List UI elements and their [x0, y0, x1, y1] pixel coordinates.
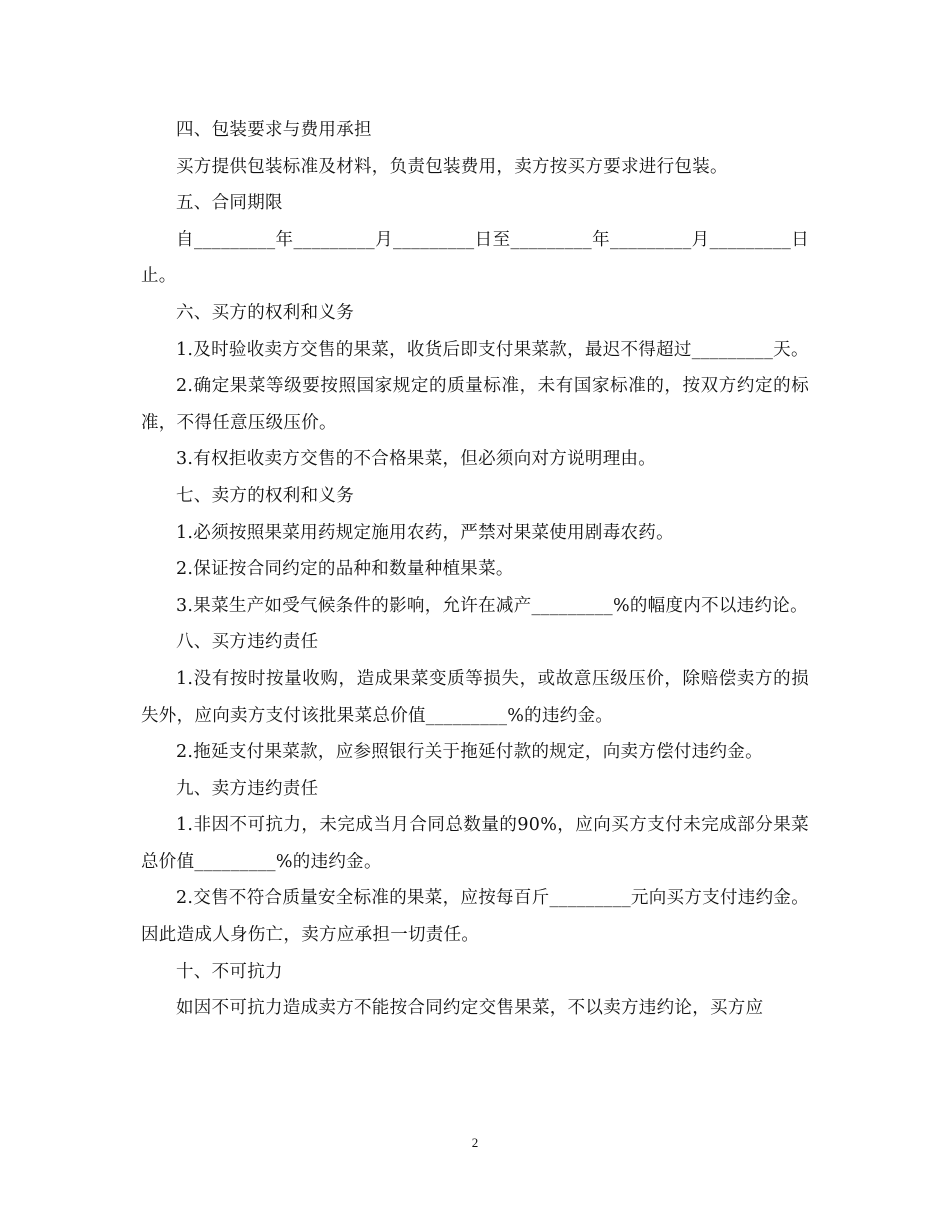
- section-heading-buyer-rights: 六、买方的权利和义务: [176, 302, 354, 323]
- section-heading-seller-rights: 七、卖方的权利和义务: [176, 485, 354, 506]
- paragraph-packaging: 买方提供包装标准及材料，负责包装费用，卖方按买方要求进行包装。: [176, 156, 728, 177]
- section-heading-packaging: 四、包装要求与费用承担: [176, 120, 372, 140]
- section-heading-seller-breach: 九、卖方违约责任: [176, 778, 319, 799]
- paragraph-force-majeure: 如因不可抗力造成卖方不能按合同约定交售果菜，不以卖方违约论，买方应: [176, 998, 764, 1019]
- section-heading-term: 五、合同期限: [176, 193, 283, 214]
- paragraph-buyer-rights-1: 1.及时验收卖方交售的果菜，收货后即支付果菜款，最迟不得超过_________天。: [176, 339, 809, 360]
- paragraph-seller-rights-1: 1.必须按照果菜用药规定施用农药，严禁对果菜使用剧毒农药。: [176, 522, 674, 543]
- paragraph-term: 自_________年_________月_________日至_________年_________月_________日止。: [141, 229, 809, 287]
- paragraph-seller-breach-1: 1.非因不可抗力，未完成当月合同总数量的90%，应向买方支付未完成部分果菜总价值_________%的违约金。: [141, 815, 809, 872]
- paragraph-buyer-breach-2: 2.拖延支付果菜款，应参照银行关于拖延付款的规定，向卖方偿付违约金。: [176, 742, 763, 763]
- paragraph-seller-rights-3: 3.果菜生产如受气候条件的影响，允许在减产_________%的幅度内不以违约论。: [176, 595, 808, 616]
- section-heading-buyer-breach: 八、买方违约责任: [176, 632, 319, 653]
- paragraph-buyer-rights-3: 3.有权拒收卖方交售的不合格果菜，但必须向对方说明理由。: [176, 449, 657, 470]
- paragraph-seller-breach-2: 2.交售不符合质量安全标准的果菜，应按每百斤_________元向买方支付违约金。因此造成人身伤亡，卖方应承担一切责任。: [141, 888, 809, 946]
- page-number: 2: [471, 1135, 479, 1150]
- section-heading-force-majeure: 十、不可抗力: [176, 961, 283, 982]
- paragraph-buyer-rights-2: 2.确定果菜等级要按照国家规定的质量标准，未有国家标准的，按双方约定的标准，不得任意压级压价。: [141, 376, 809, 433]
- paragraph-buyer-breach-1: 1.没有按时按量收购，造成果菜变质等损失，或故意压级压价，除赔偿卖方的损失外，应向卖方支付该批果菜总价值_________%的违约金。: [141, 668, 809, 726]
- paragraph-seller-rights-2: 2.保证按合同约定的品种和数量种植果菜。: [176, 559, 514, 580]
- document-body: [141, 112, 809, 1027]
